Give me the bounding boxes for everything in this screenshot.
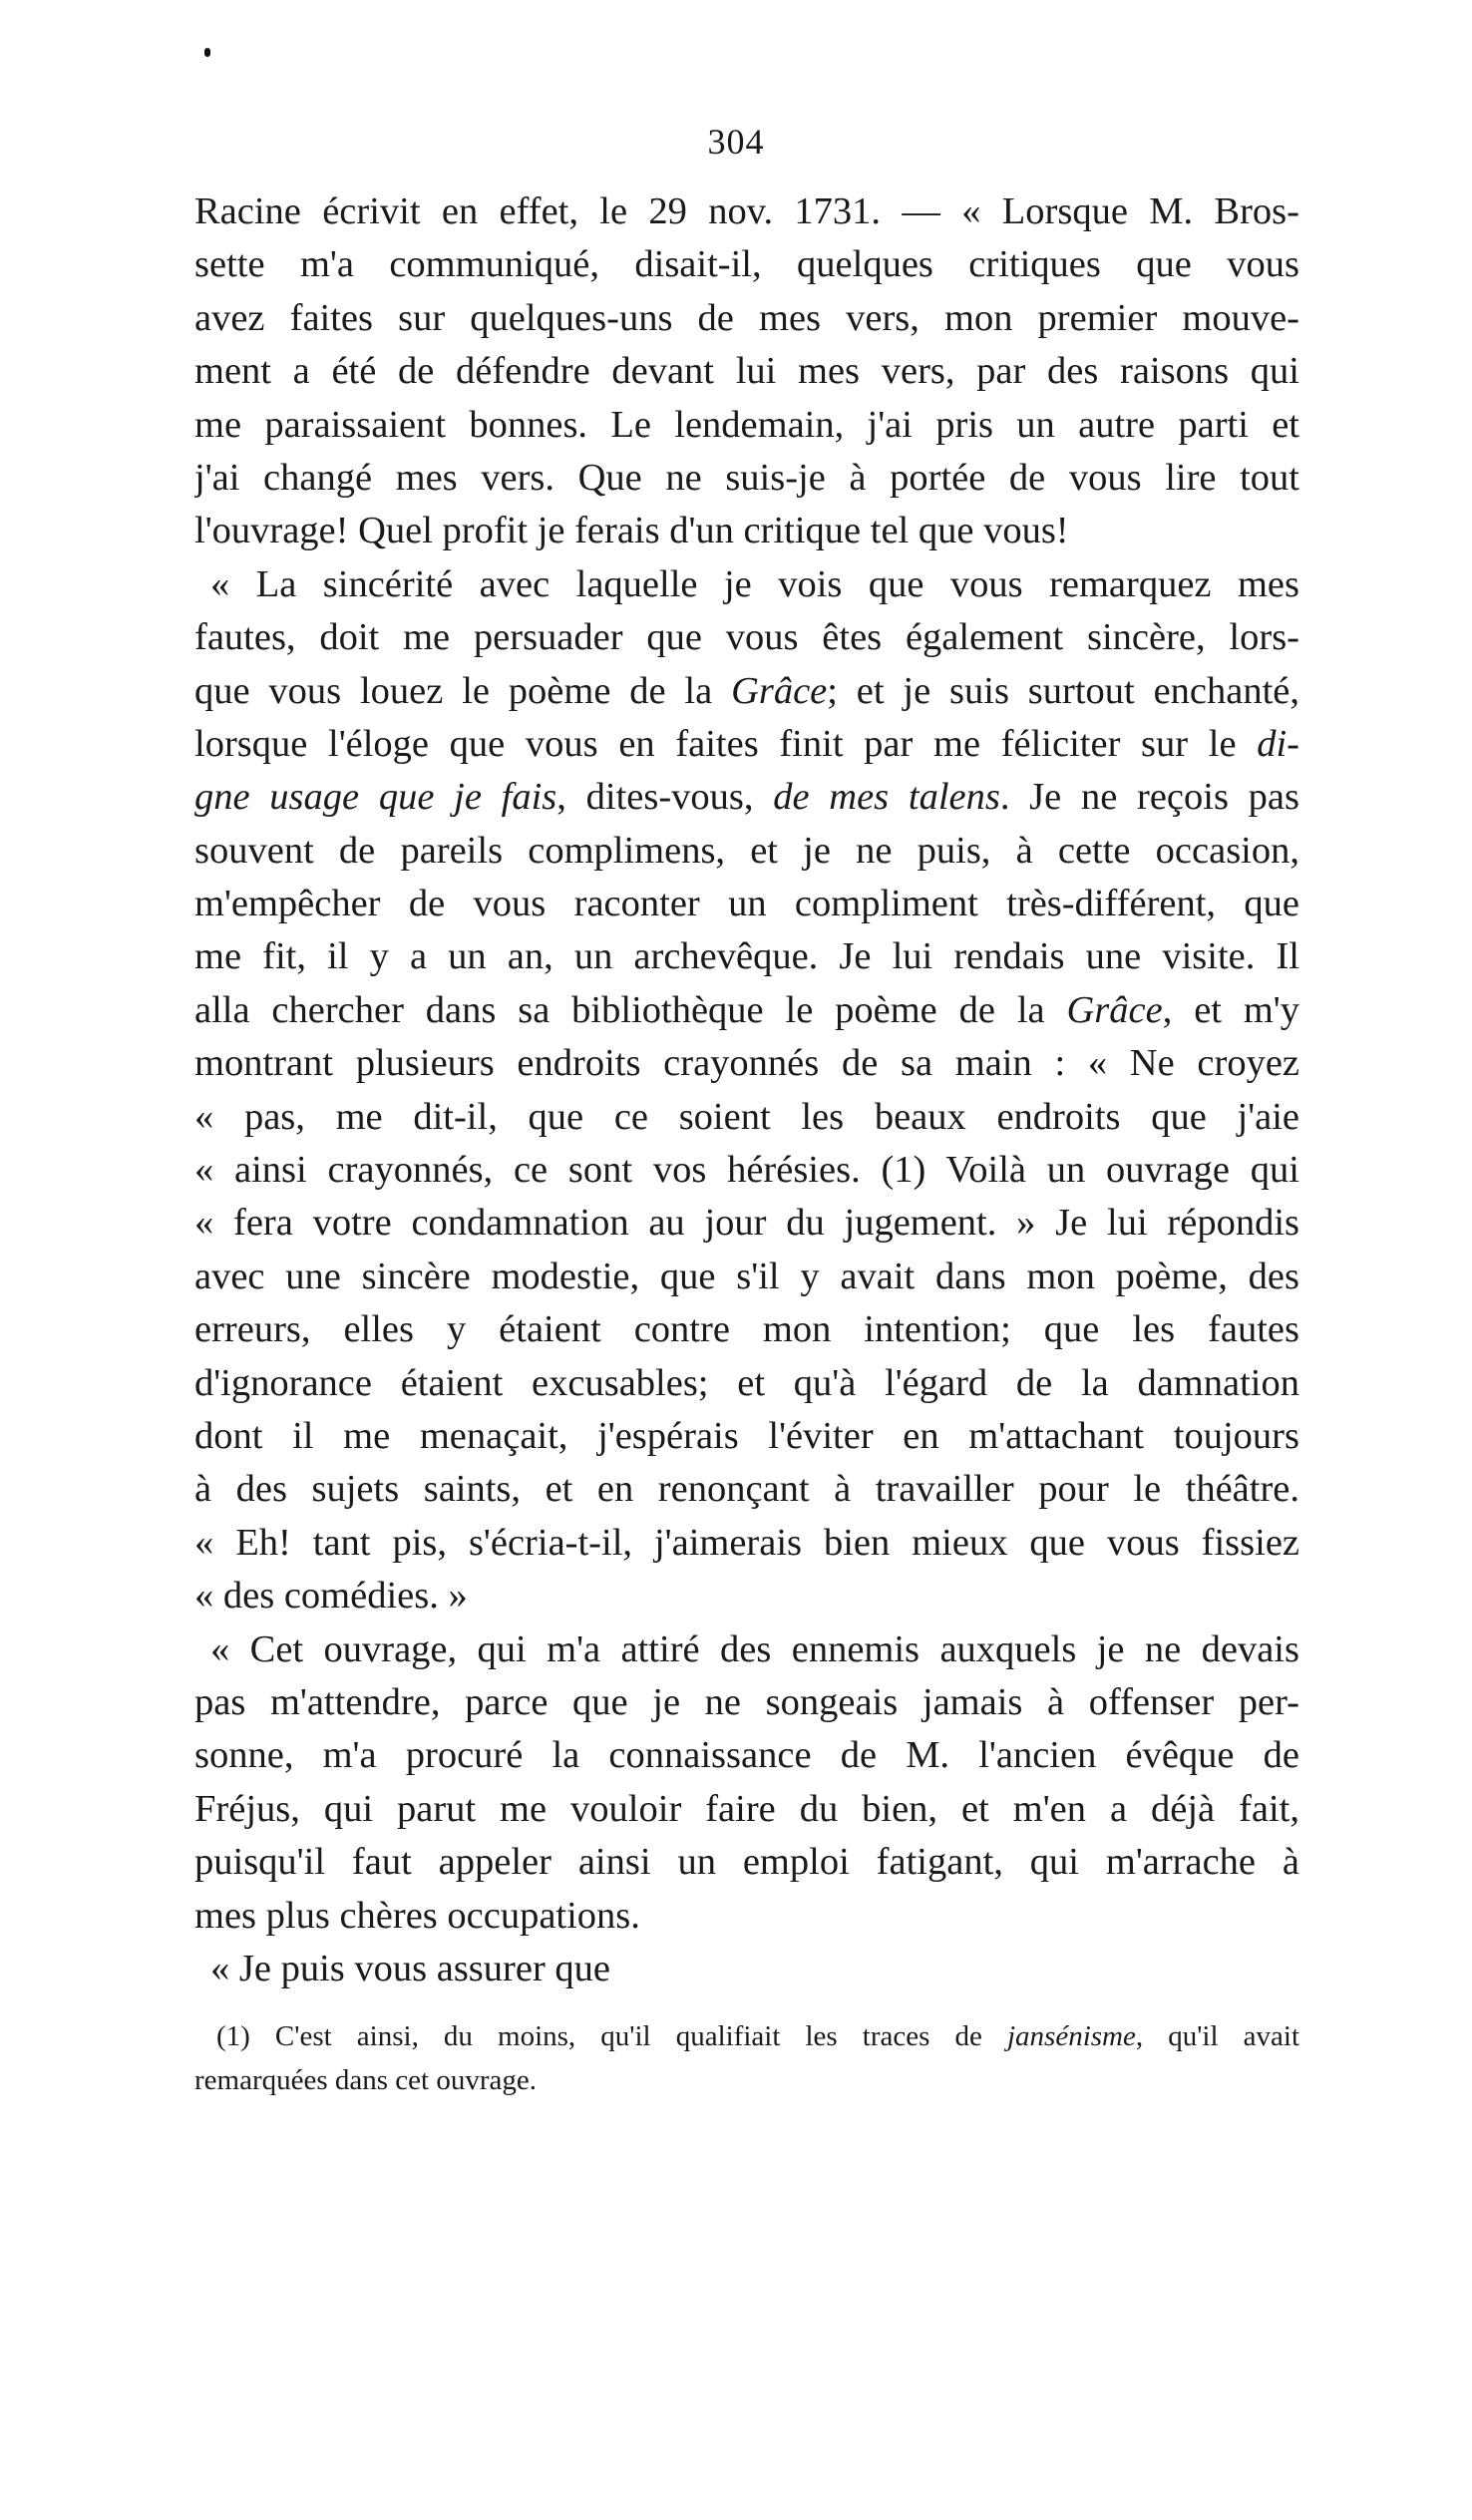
text-line: fautes, doit me persuader que vous êtes également sincère, lors-: [194, 616, 1299, 659]
text-line: « pas, me dit-il, que ce soient les beaux endroits que j'aie: [194, 1095, 1299, 1138]
text-line: d'ignorance étaient excusables; et qu'à l'égard de la damnation: [194, 1361, 1299, 1404]
footnote-line: (1) C'est ainsi, du moins, qu'il qualifiait les traces de jansénisme, qu'il avait: [216, 2020, 1299, 2052]
text-line: lorsque l'éloge que vous en faites finit par me féliciter sur le di-: [194, 722, 1299, 765]
text-line: montrant plusieurs endroits crayonnés de sa main : « Ne croyez: [194, 1042, 1299, 1085]
ink-speck: [204, 48, 210, 57]
text-line: avez faites sur quelques-uns de mes vers, mon premier mouve-: [194, 296, 1299, 339]
text-line: me paraissaient bonnes. Le lendemain, j'ai pris un autre parti et: [194, 403, 1299, 446]
text-line: « Eh! tant pis, s'écria-t-il, j'aimerais bien mieux que vous fissiez: [194, 1521, 1299, 1564]
text-line: « Je puis vous assurer que: [210, 1947, 610, 1989]
text-line: « La sincérité avec laquelle je vois que vous remarquez mes: [210, 562, 1299, 605]
text-line: ment a été de défendre devant lui mes vers, par des raisons qui: [194, 350, 1299, 393]
text-line: pas m'attendre, parce que je ne songeais jamais à offenser per-: [194, 1680, 1299, 1723]
body-text: [194, 185, 1299, 1995]
text-line: « fera votre condamnation au jour du jugement. » Je lui répondis: [194, 1202, 1299, 1245]
text-line: erreurs, elles y étaient contre mon intention; que les fautes: [194, 1308, 1299, 1351]
footnote: [194, 2014, 1299, 2102]
text-line: « ainsi crayonnés, ce sont vos hérésies. (1) Voilà un ouvrage qui: [194, 1149, 1299, 1192]
text-line: avec une sincère modestie, que s'il y avait dans mon poème, des: [194, 1255, 1299, 1297]
text-line: m'empêcher de vous raconter un compliment très-différent, que: [194, 883, 1299, 925]
text-line: « Cet ouvrage, qui m'a attiré des ennemis auxquels je ne devais: [210, 1627, 1299, 1670]
text-line: j'ai changé mes vers. Que ne suis-je à portée de vous lire tout: [194, 456, 1299, 499]
text-line: puisqu'il faut appeler ainsi un emploi fatigant, qui m'arrache à: [194, 1841, 1299, 1884]
text-line: l'ouvrage! Quel profit je ferais d'un critique tel que vous!: [194, 510, 1069, 552]
text-line: sette m'a communiqué, disait-il, quelques critiques que vous: [194, 243, 1299, 286]
text-line: alla chercher dans sa bibliothèque le poème de la Grâce, et m'y: [194, 988, 1299, 1031]
text-line: souvent de pareils complimens, et je ne puis, à cette occasion,: [194, 829, 1299, 872]
text-line: à des sujets saints, et en renonçant à travailler pour le théâtre.: [194, 1468, 1299, 1511]
text-line: « des comédies. »: [194, 1575, 468, 1618]
text-line: sonne, m'a procuré la connaissance de M. l'ancien évêque de: [194, 1734, 1299, 1777]
text-line: que vous louez le poème de la Grâce; et je suis surtout enchanté,: [194, 669, 1299, 712]
text-line: Racine écrivit en effet, le 29 nov. 1731. — « Lorsque M. Bros-: [194, 190, 1299, 232]
page-number: 304: [707, 122, 765, 162]
text-line: dont il me menaçait, j'espérais l'éviter en m'attachant toujours: [194, 1414, 1299, 1457]
text-line: mes plus chères occupations.: [194, 1894, 640, 1937]
text-line: me fit, il y a un an, un archevêque. Je lui rendais une visite. Il: [194, 935, 1299, 978]
text-line: gne usage que je fais, dites-vous, de mes talens. Je ne reçois pas: [194, 776, 1299, 819]
text-line: Fréjus, qui parut me vouloir faire du bien, et m'en a déjà fait,: [194, 1787, 1299, 1830]
footnote-line: remarquées dans cet ouvrage.: [194, 2064, 538, 2096]
